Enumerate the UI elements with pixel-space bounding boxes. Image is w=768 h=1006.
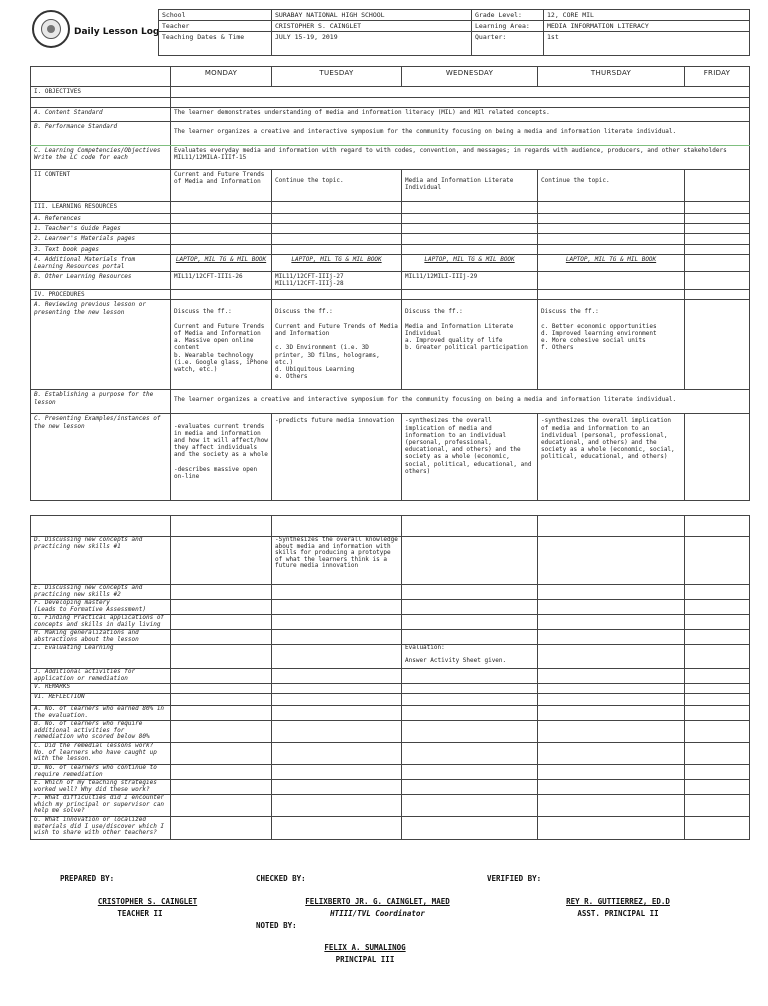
- resource-code: MIL11/12CFT-IIIj-27 MIL11/12CFT-IIIj-28: [272, 272, 402, 290]
- header-value: 1st: [544, 32, 750, 56]
- row-label: H. Making generalizations and abstractions about the lesson: [31, 630, 171, 645]
- row-label: C. Presenting Examples/instances of the new lesson: [31, 414, 171, 501]
- example-cell: -predicts future media innovation: [272, 414, 402, 501]
- noted-by-name: FELIX A. SUMALINOG: [324, 943, 406, 952]
- content-cell: Media and Information Literate Individual: [402, 170, 538, 202]
- evaluation-cell: Evaluation: Answer Activity Sheet given.: [402, 645, 538, 669]
- row-label: A. Content Standard: [31, 108, 171, 122]
- corner-cell: [31, 67, 171, 87]
- materials-cell: LAPTOP, MIL TG & MIL BOOK: [171, 254, 272, 271]
- verified-by-name: REY R. GUTTIERREZ, ED.D: [566, 897, 670, 906]
- row-label: F. Developing mastery (Leads to Formative Assessment): [31, 600, 171, 615]
- header-label: Teacher: [159, 21, 272, 32]
- performance-standard-text: The learner organizes a creative and interactive symposium for the community focusing on being a media and information literate individual.: [171, 122, 750, 146]
- header-label: Quarter:: [472, 32, 544, 56]
- row-label: 4. Additional Materials from Learning Resources portal: [31, 254, 171, 271]
- day-header: THURSDAY: [538, 67, 685, 87]
- review-cell: Discuss the ff.: Current and Future Trends of Media and Information a. Massive open online content b. Wearable technology (i.e. Google glass, iPhone watch, etc.): [171, 300, 272, 390]
- review-cell: Discuss the ff.: Current and Future Trends of Media and Information c. 3D Environment (i.e. 3D printer, 3D films, holograms, etc.) d. Ubiquitous Learning e. Others: [272, 300, 402, 390]
- row-label: A. No. of learners who earned 80% in the evaluation.: [31, 706, 171, 721]
- lesson-table-continued: [30, 515, 750, 840]
- row-label: B. No. of learners who require additional activities for remediation who scored below 80%: [31, 721, 171, 743]
- resource-code: MIL11/12MILI-IIIj-29: [402, 272, 538, 290]
- row-label: E. Discussing new concepts and practicing new skills #2: [31, 585, 171, 600]
- row-label: A. References: [31, 214, 171, 224]
- section-heading: IV. PROCEDURES: [31, 290, 171, 300]
- day-header: WEDNESDAY: [402, 67, 538, 87]
- example-cell: -evaluates current trends in media and information and how it will affect/how they affect individuals and the society as a whole -describes massive open on-line: [171, 414, 272, 501]
- row-label: J. Additional activities for application or remediation: [31, 669, 171, 684]
- noted-by-title: PRINCIPAL III: [335, 955, 395, 964]
- row-label: 2. Learner's Materials pages: [31, 234, 171, 244]
- row-label: B. Establishing a purpose for the lesson: [31, 390, 171, 414]
- purpose-text: The learner organizes a creative and interactive symposium for the community focusing on being a media and information literate individual.: [171, 390, 750, 414]
- materials-cell: LAPTOP, MIL TG & MIL BOOK: [272, 254, 402, 271]
- prepared-by-label: PREPARED BY:: [60, 874, 115, 883]
- content-cell: Continue the topic.: [538, 170, 685, 202]
- section-heading: I. OBJECTIVES: [31, 87, 171, 98]
- header-row: [159, 21, 750, 32]
- day-header: MONDAY: [171, 67, 272, 87]
- header-value: 12, CORE MIL: [544, 10, 750, 21]
- prepared-by-title: TEACHER II: [117, 909, 163, 918]
- prepared-by-name: CRISTOPHER S. CAINGLET: [97, 897, 198, 906]
- row-label: II CONTENT: [31, 170, 171, 202]
- header-value: SURABAY NATIONAL HIGH SCHOOL: [272, 10, 472, 21]
- header-row: [159, 32, 750, 56]
- day-header: TUESDAY: [272, 67, 402, 87]
- header-value: MEDIA INFORMATION LITERACY: [544, 21, 750, 32]
- discussion-cell: -Synthesizes the overall knowledge about media and information with skills for producing a prototype of what the learners think is a future media innovation: [272, 537, 402, 585]
- row-label: VI. REFLECTION: [31, 694, 171, 706]
- row-label: 3. Text book pages: [31, 244, 171, 254]
- header-value: JULY 15-19, 2019: [272, 32, 472, 56]
- content-standard-text: The learner demonstrates understanding of media and information literacy (MIL) and MIl related concepts.: [171, 108, 750, 122]
- row-label: D. Discussing new concepts and practicing new skills #1: [31, 537, 171, 585]
- row-label: F. What difficulties did I encounter which my principal or supervisor can help me solve?: [31, 795, 171, 817]
- row-label: B. Performance Standard: [31, 122, 171, 146]
- header-label: Grade Level:: [472, 10, 544, 21]
- row-label: I. Evaluating Learning: [31, 645, 171, 669]
- resource-code: MIL11/12CFT-IIIi-26: [171, 272, 272, 290]
- example-cell: -synthesizes the overall implication of media and information to an individual (personal, professional, educational, and others) and the society as a whole (economic, social, political, educational, and others): [402, 414, 538, 501]
- verified-by-title: ASST. PRINCIPAL II: [577, 909, 659, 918]
- checked-by-name: FELIXBERTO JR. G. CAINGLET, MAED: [305, 897, 450, 906]
- noted-by-label: NOTED BY:: [256, 921, 297, 930]
- row-label: 1. Teacher's Guide Pages: [31, 224, 171, 234]
- header-row: [159, 10, 750, 21]
- form-title: Daily Lesson Log: [74, 27, 160, 37]
- competencies-text: Evaluates everyday media and information with regard to with codes, convention, and messages; in regards with audience, producers, and other stakeholders MIL11/12MILA-IIIf-15: [171, 146, 750, 170]
- section-heading: III. LEARNING RESOURCES: [31, 202, 171, 214]
- row-label: E. Which of my teaching strategies worked well? Why did these work?: [31, 780, 171, 795]
- materials-cell: LAPTOP, MIL TG & MIL BOOK: [538, 254, 685, 271]
- content-cell: Continue the topic.: [272, 170, 402, 202]
- row-label: C. Learning Competencies/Objectives Write the LC code for each: [31, 146, 171, 170]
- days-header-row: [31, 67, 750, 87]
- row-label: B. Other Learning Resources: [31, 272, 171, 290]
- header-value: CRISTOPHER S. CAINGLET: [272, 21, 472, 32]
- checked-by-title: HTIII/TVL Coordinator: [330, 909, 425, 918]
- header-label: School: [159, 10, 272, 21]
- lesson-table: [30, 66, 750, 501]
- row-label: D. No. of learners who continue to require remediation: [31, 765, 171, 780]
- review-cell: Discuss the ff.: c. Better economic opportunities d. Improved learning environment e. More cohesive social units f. Others: [538, 300, 685, 390]
- day-header: FRIDAY: [685, 67, 750, 87]
- deped-seal: [32, 10, 70, 48]
- review-cell: Discuss the ff.: Media and Information Literate Individual a. Improved quality of life b. Greater political participation: [402, 300, 538, 390]
- materials-cell: LAPTOP, MIL TG & MIL BOOK: [402, 254, 538, 271]
- header-label: Learning Area:: [472, 21, 544, 32]
- row-label: V. REMARKS: [31, 684, 171, 694]
- content-cell: Current and Future Trends of Media and Information: [171, 170, 272, 202]
- row-label: C. Did the remedial lessons work? No. of learners who have caught up with the lesson.: [31, 743, 171, 765]
- header-label: Teaching Dates & Time: [159, 32, 272, 56]
- row-label: A. Reviewing previous lesson or presenting the new lesson: [31, 300, 171, 390]
- row-label: G. What innovation or localized materials did I use/discover which I wish to share with other teachers?: [31, 817, 171, 840]
- example-cell: -synthesizes the overall implication of media and information to an individual (personal, professional, educational, and others) and the society as a whole (economic, social, political, educational, and others): [538, 414, 685, 501]
- checked-by-label: CHECKED BY:: [256, 874, 306, 883]
- header-table: [158, 9, 750, 56]
- row-label: G. Finding Practical applications of concepts and skills in daily living: [31, 615, 171, 630]
- verified-by-label: VERIFIED BY:: [487, 874, 542, 883]
